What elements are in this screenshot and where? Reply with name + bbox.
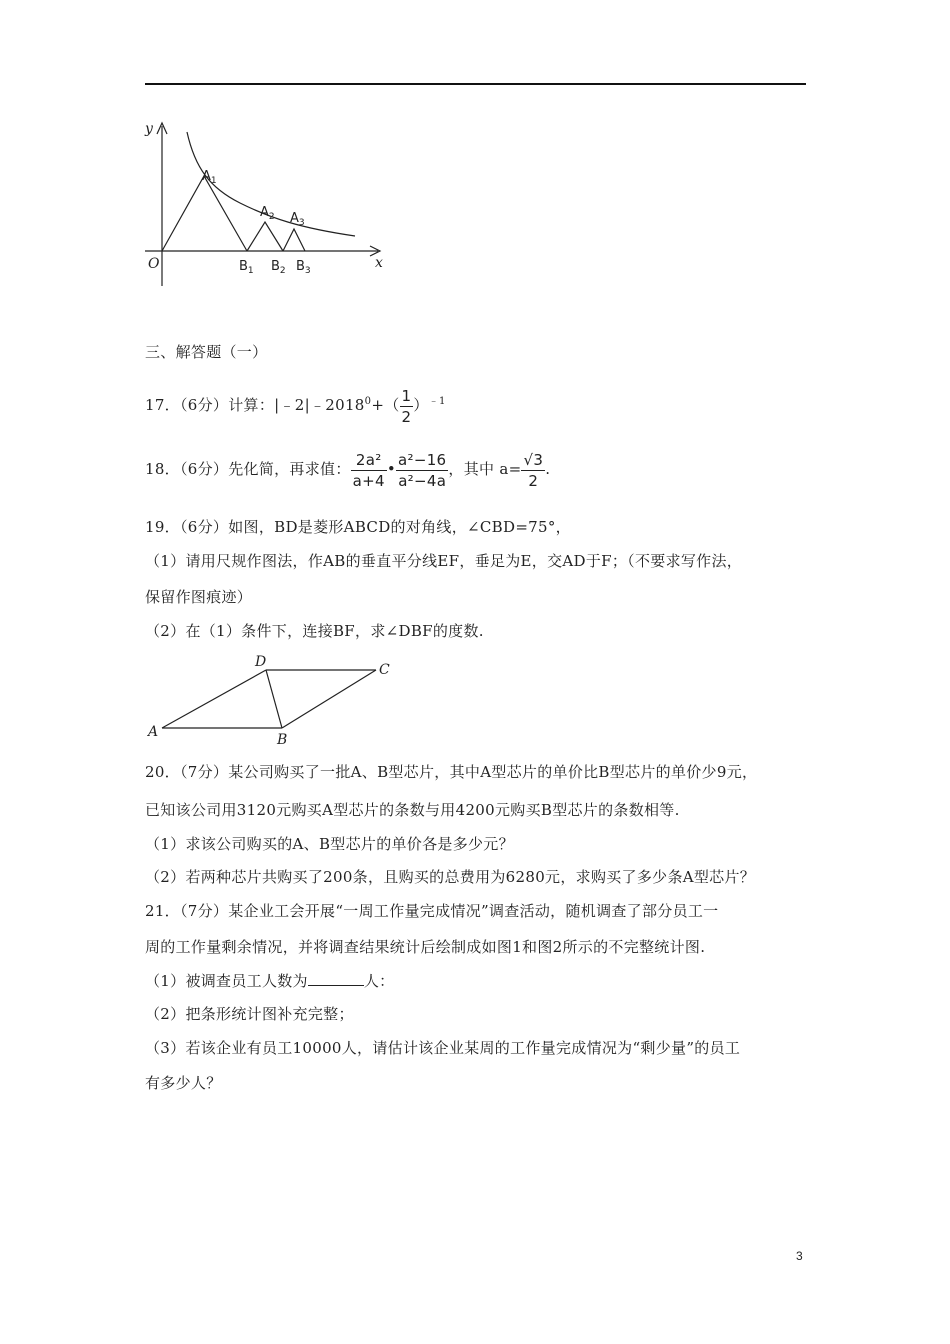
triangle-2 xyxy=(247,222,283,251)
question-20-line3: （1）求该公司购买的A、B型芯片的单价各是多少元？ xyxy=(145,835,514,853)
label-A: A xyxy=(148,724,159,740)
question-21-line4: （2）把条形统计图补充完整； xyxy=(145,1005,354,1023)
question-19-line2: （1）请用尺规作图法，作AB的垂直平分线EF，垂足为E，交AD于F；（不要求写作法， xyxy=(145,552,743,570)
triangle-1 xyxy=(162,176,247,251)
y-axis-label: y xyxy=(145,121,153,137)
answer-blank[interactable] xyxy=(308,971,364,986)
question-19-line4: （2）在（1）条件下，连接BF，求∠DBF的度数. xyxy=(145,622,484,640)
diagonal-BD xyxy=(266,670,282,728)
hyperbola-figure xyxy=(140,118,400,288)
fraction-a2-16: $\frac{\text{a²−16}}{\text{a²−4a}}$ xyxy=(398,450,447,490)
question-19-line1: 19．（6分）如图，BD是菱形ABCD的对角线，∠CBD=75°， xyxy=(145,518,571,536)
section-title: 三、解答题（一） xyxy=(145,343,268,361)
page-number: 3 xyxy=(796,1249,803,1263)
point-A3: $A_3$ xyxy=(290,211,305,228)
question-21-line1: 21．（7分）某企业工会开展“一周工作量完成情况”调查活动，随机调查了部分员工一 xyxy=(145,902,719,920)
label-B: B xyxy=(277,732,288,748)
point-A1: $A_1$ xyxy=(202,169,217,186)
question-21-line6: 有多少人？ xyxy=(145,1074,222,1092)
fraction-2a2-over-a4: $\frac{\text{2a²}}{a+4}$ xyxy=(352,450,385,490)
fraction-one-half: $\frac{1}{2}$ xyxy=(401,386,412,426)
origin-label: O xyxy=(148,256,160,272)
point-B1: $B_1$ xyxy=(239,259,254,276)
triangle-3 xyxy=(283,229,305,251)
question-20-line2: 已知该公司用3120元购买A型芯片的条数与用4200元购买B型芯片的条数相等. xyxy=(145,801,680,819)
side-AD xyxy=(162,670,266,728)
question-20-line1: 20．（7分）某公司购买了一批A、B型芯片，其中A型芯片的单价比B型芯片的单价少9元， xyxy=(145,763,758,781)
point-B2: $B_2$ xyxy=(271,259,286,276)
fraction-sqrt3-over-2: $\frac{√3}{2}$ xyxy=(523,450,544,490)
question-20-line4: （2）若两种芯片共购买了200条，且购买的总费用为6280元，求购买了多少条A型芯片？ xyxy=(145,868,756,886)
point-A2: $A_2$ xyxy=(260,205,275,222)
question-19-line3: 保留作图痕迹） xyxy=(145,588,253,606)
question-21-line3: （1）被调查员工人数为 人： xyxy=(145,972,395,990)
header-rule xyxy=(145,83,806,85)
label-D: D xyxy=(255,654,267,670)
x-axis-label: x xyxy=(375,255,383,271)
question-21-line2: 周的工作量剩余情况，并将调查结果统计后绘制成如图1和图2所示的不完整统计图. xyxy=(145,938,706,956)
question-18: 18．（6分）先化简，再求值： $\frac{\text{2a²}}{a+4}$ • $\frac{\text{a²−16}}{\text{a²−4a}}$ ，其中 a= $\frac{√3}{2}$ . xyxy=(145,450,551,490)
side-CB xyxy=(282,670,376,728)
question-21-line5: （3）若该企业有员工10000人，请估计该企业某周的工作量完成情况为“剩少量”的员工 xyxy=(145,1039,741,1057)
rhombus-figure xyxy=(140,650,410,750)
point-B3: $B_3$ xyxy=(296,259,311,276)
label-C: C xyxy=(379,662,390,678)
question-17: 17．（6分）计算：$|﹣2|﹣2018^0+$（ $\frac{1}{2}$ ）$^{﹣1}$ xyxy=(145,386,446,426)
